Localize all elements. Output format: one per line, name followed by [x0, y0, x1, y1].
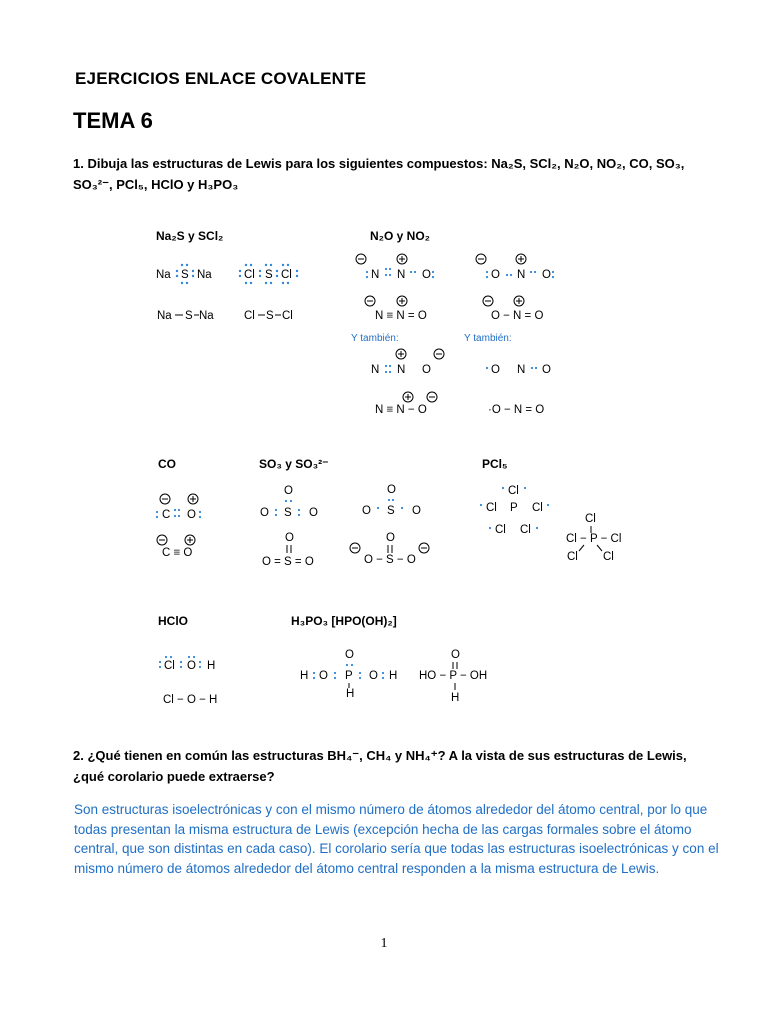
- svg-text:Cl: Cl: [244, 310, 255, 322]
- svg-text:N: N: [371, 269, 380, 281]
- svg-text:H: H: [207, 660, 216, 672]
- svg-text:S: S: [266, 310, 274, 322]
- svg-text:N ≡ N = O: N ≡ N = O: [375, 310, 427, 322]
- label-so3: SO₃ y SO₃²⁻: [259, 457, 329, 471]
- svg-text:HO − P − OH: HO − P − OH: [419, 670, 488, 682]
- svg-text:S: S: [181, 269, 189, 281]
- svg-text:S: S: [284, 507, 292, 519]
- svg-text:P: P: [345, 670, 353, 682]
- ytambien-2: Y también:: [464, 333, 512, 344]
- page-number: 1: [380, 936, 388, 951]
- svg-text:O: O: [386, 532, 395, 544]
- svg-text:Cl: Cl: [282, 310, 293, 322]
- svg-text:N: N: [397, 364, 406, 376]
- question-1-line-1: 1. Dibuja las estructuras de Lewis para los siguientes compuestos: Na₂S, SCl₂, N₂O, NO₂, CO, SO₃,: [73, 156, 685, 171]
- label-n2o-no2: N₂O y NO₂: [370, 229, 431, 243]
- svg-text:N ≡ N − O: N ≡ N − O: [375, 404, 427, 416]
- svg-text:O: O: [285, 532, 294, 544]
- svg-text:O: O: [260, 507, 269, 519]
- label-h3po3: H₃PO₃ [HPO(OH)₂]: [291, 614, 397, 628]
- svg-text:S: S: [185, 310, 193, 322]
- svg-text:O: O: [491, 269, 500, 281]
- svg-text:Cl − P − Cl: Cl − P − Cl: [566, 533, 622, 545]
- svg-text:Cl: Cl: [164, 660, 175, 672]
- svg-text:C ≡ O: C ≡ O: [162, 547, 193, 559]
- svg-text:O: O: [387, 484, 396, 496]
- svg-text:Cl: Cl: [281, 269, 292, 281]
- svg-text:C: C: [162, 509, 171, 521]
- svg-text:Cl: Cl: [603, 551, 614, 563]
- svg-text:Na: Na: [197, 269, 212, 281]
- svg-text:H: H: [300, 670, 309, 682]
- svg-text:Na: Na: [157, 310, 172, 322]
- lewis-pcl5: [480, 485, 622, 563]
- svg-text:Cl: Cl: [567, 551, 578, 563]
- lewis-na2s: [156, 264, 212, 284]
- svg-text:Cl − O − H: Cl − O − H: [163, 694, 218, 706]
- label-na2s-scl2: Na₂S y SCl₂: [156, 229, 224, 243]
- svg-text:O: O: [319, 670, 328, 682]
- lewis-scl2: [239, 264, 298, 284]
- lewis-co: [156, 494, 201, 559]
- svg-text:O: O: [542, 364, 551, 376]
- svg-text:N: N: [517, 364, 526, 376]
- lewis-so3: [260, 484, 429, 568]
- svg-text:N: N: [371, 364, 380, 376]
- lewis-n2o-no2: [356, 254, 554, 322]
- question-2-line-1: 2. ¿Qué tienen en común las estructuras BH₄⁻, CH₄ y NH₄⁺? A la vista de sus estructuras de Lewis,: [73, 748, 687, 763]
- svg-text:S: S: [387, 505, 395, 517]
- question-1-line-2: SO₃²⁻, PCl₅, HClO y H₃PO₃: [73, 177, 239, 192]
- label-pcl5: PCl₅: [482, 457, 508, 471]
- answer-text: Son estructuras isoelectrónicas y con el mismo número de átomos alrededor del átomo central, por lo que todas presentan la misma estructura de Lewis (excepción hecha de las cargas formales sobre el átomo central, que son distintas en cada caso). El corolario sería que todas las estructuras isoelectrónicas y con el mismo número de átomos alrededor del átomo central responden a la misma estructura de Lewis.: [74, 802, 719, 876]
- svg-text:·O − N = O: ·O − N = O: [488, 404, 545, 416]
- svg-text:O: O: [451, 649, 460, 661]
- lewis-hclo: [159, 656, 217, 706]
- lewis-h3po3: [300, 649, 487, 704]
- question-2-line-2: ¿qué corolario puede extraerse?: [73, 769, 275, 784]
- svg-text:N: N: [397, 269, 406, 281]
- svg-text:Cl: Cl: [486, 502, 497, 514]
- svg-text:S: S: [265, 269, 273, 281]
- line-forms-na2s-scl2: [157, 310, 293, 322]
- svg-text:Cl: Cl: [508, 485, 519, 497]
- svg-text:O: O: [309, 507, 318, 519]
- lewis-n2o-no2-alt: [371, 349, 551, 416]
- svg-text:O: O: [362, 505, 371, 517]
- svg-text:O: O: [422, 364, 431, 376]
- section-title: TEMA 6: [73, 108, 153, 133]
- document-title: EJERCICIOS ENLACE COVALENTE: [75, 69, 367, 88]
- svg-text:O: O: [284, 485, 293, 497]
- svg-text:O: O: [187, 509, 196, 521]
- svg-text:N: N: [517, 269, 526, 281]
- svg-text:O: O: [422, 269, 431, 281]
- svg-text:O − S − O: O − S − O: [364, 554, 416, 566]
- ytambien-1: Y también:: [351, 333, 399, 344]
- svg-text:H: H: [451, 692, 460, 704]
- svg-text:O: O: [369, 670, 378, 682]
- label-co: CO: [158, 457, 176, 471]
- svg-text:Cl: Cl: [520, 524, 531, 536]
- svg-text:Cl: Cl: [495, 524, 506, 536]
- svg-text:Na: Na: [199, 310, 214, 322]
- svg-text:O: O: [187, 660, 196, 672]
- svg-text:Cl: Cl: [244, 269, 255, 281]
- svg-text:H: H: [389, 670, 398, 682]
- svg-text:O: O: [542, 269, 551, 281]
- svg-text:O − N = O: O − N = O: [491, 310, 544, 322]
- svg-text:Cl: Cl: [532, 502, 543, 514]
- svg-text:O: O: [345, 649, 354, 661]
- label-hclo: HClO: [158, 614, 188, 628]
- svg-text:H: H: [346, 688, 355, 700]
- svg-text:O = S = O: O = S = O: [262, 556, 314, 568]
- svg-text:Na: Na: [156, 269, 171, 281]
- svg-text:P: P: [510, 502, 518, 514]
- svg-text:O: O: [412, 505, 421, 517]
- svg-text:Cl: Cl: [585, 513, 596, 525]
- svg-text:O: O: [491, 364, 500, 376]
